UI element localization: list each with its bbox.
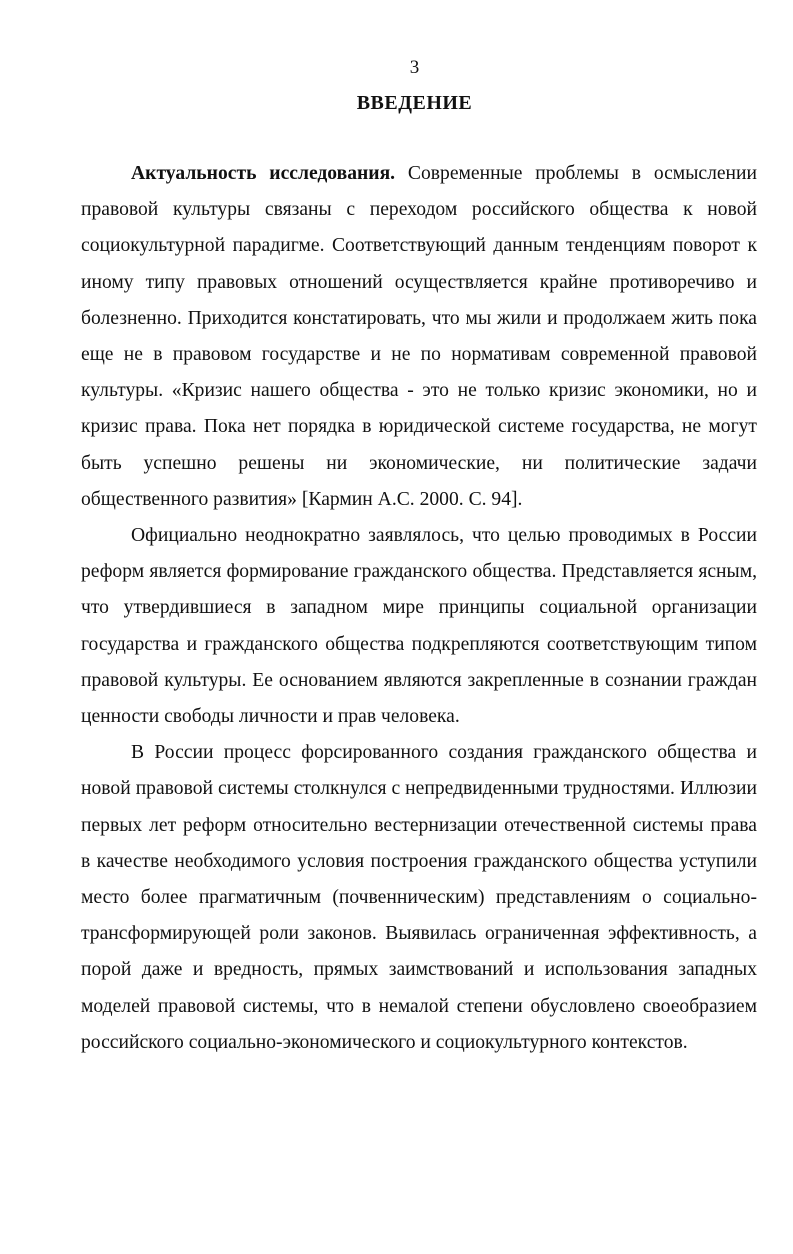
page-number: 3 bbox=[409, 57, 420, 78]
paragraph-official-reforms: Официально неоднократно заявлялось, что целью проводимых в России реформ является формирование гражданского общества. Представляется ясным, что утвердившиеся в западном мире принципы социальной организации государства и гражданского общества подкрепляются соответствующим типом правовой культуры. Ее основанием являются закрепленные в сознании граждан ценности свободы личности и прав человека. bbox=[81, 525, 757, 728]
paragraph-text: Современные проблемы в осмыслении правовой культуры связаны с переходом российского общества к новой социокультурной парадигме. Соответствующий данным тенденциям поворот к иному типу правовых отношений осуществляется крайне противоречиво и болезненно. Приходится констатировать, что мы жили и продолжаем жить пока еще не в правовом государстве и не по нормативам современной правовой культуры. «Кризис нашего общества - это не только кризис экономики, но и кризис права. Пока нет порядка в юридической системе государства, не могут быть успешно решены ни экономические, ни политические задачи общественного развития» [Кармин А.С. 2000. С. 94]. bbox=[81, 163, 757, 510]
paragraph-relevance bbox=[81, 156, 757, 518]
paragraph-lead: Актуальность исследования. bbox=[131, 163, 396, 184]
body-text bbox=[81, 156, 757, 1061]
paragraph-russia-process: В России процесс форсированного создания гражданского общества и новой правовой системы столкнулся с непредвиденными трудностями. Иллюзии первых лет реформ относительно вестернизации отечественной системы права в качестве необходимого условия построения гражданского общества уступили место более прагматичным (почвенническим) представлениям о социально-трансформирующей роли законов. Выявилась ограниченная эффективность, а порой даже и вредность, прямых заимствований и использования западных моделей правовой системы, что в немалой степени обусловлено своеобразием российского социально-экономического и социокультурного контекстов. bbox=[81, 742, 757, 1053]
section-heading: ВВЕДЕНИЕ bbox=[356, 92, 473, 114]
